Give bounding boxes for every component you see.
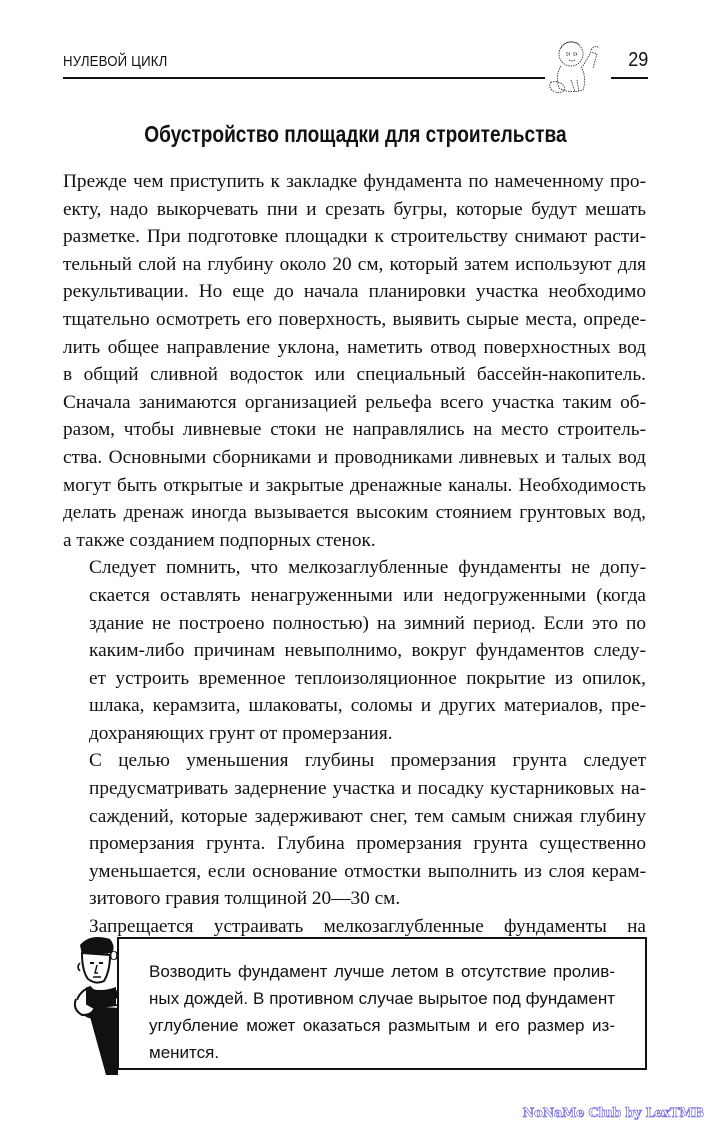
text-line: ства. Основными сборниками и проводниками ливневых и талых вод bbox=[63, 446, 646, 468]
tip-box bbox=[117, 937, 647, 1070]
tip-line: углубление может оказаться размытым и его размер из- bbox=[149, 1016, 615, 1035]
text-line: могут быть открытые и закрытые дренажные каналы. Необходимость bbox=[63, 474, 646, 496]
text-line: дохраняющих грунт от промерзания. bbox=[89, 722, 393, 744]
tip-line: ных дождей. В противном случае вырытое под фундамент bbox=[149, 989, 615, 1008]
text-line: разом, чтобы ливневые стоки не направлялись на место строитель- bbox=[63, 419, 646, 441]
watermark: NoNaMe Club by LexTMB bbox=[522, 1106, 704, 1121]
tip-line: менится. bbox=[149, 1043, 220, 1062]
text-line: екту, надо выкорчевать пни и срезать бугры, которые будут мешать bbox=[63, 198, 646, 220]
text-line: тельный слой на глубину около 20 см, который затем используют для bbox=[63, 253, 646, 275]
text-line: рекультивации. Но еще до начала планировки участка необходимо bbox=[63, 281, 646, 303]
paragraph bbox=[63, 747, 646, 913]
text-line: предусматривать задернение участка и посадку кустарниковых на- bbox=[89, 778, 646, 800]
tip-text bbox=[149, 958, 615, 1066]
page-number: 29 bbox=[627, 49, 648, 71]
paragraph bbox=[63, 168, 646, 554]
text-line: делать дренаж иногда вызывается высоким стоянием грунтовых вод, bbox=[63, 502, 646, 524]
text-line: лить общее направление уклона, наметить отвод поверхностных вод bbox=[63, 336, 646, 358]
text-line: а также созданием подпорных стенок. bbox=[63, 529, 376, 551]
text-line: промерзания грунта. Глубина промерзания грунта существенно bbox=[89, 833, 646, 855]
page-header bbox=[63, 40, 648, 100]
running-head: НУЛЕВОЙ ЦИКЛ bbox=[63, 53, 168, 70]
text-line: Прежде чем приступить к закладке фундамента по намеченному про- bbox=[63, 171, 646, 192]
text-line: каким-либо причинам невыполнимо, вокруг фундаментов следу- bbox=[89, 640, 646, 662]
text-line: в общий сливной водосток или специальный бассейн-накопитель. bbox=[63, 364, 646, 386]
text-line: Сначала занимаются организацией рельефа всего участка таким об- bbox=[63, 391, 646, 413]
text-line: уменьшается, если основание отмостки выполнить из слоя керам- bbox=[89, 860, 646, 882]
paragraph bbox=[63, 554, 646, 747]
text-line: скается оставлять ненагруженными или недогруженными (когда bbox=[89, 584, 646, 606]
text-line: здание не построено полностью) на зимний период. Если это по bbox=[89, 612, 646, 634]
text-line: зитового гравия толщиной 20—30 см. bbox=[89, 888, 401, 910]
text-line: Следует помнить, что мелкозаглубленные фундаменты не допу- bbox=[89, 557, 646, 579]
body-text bbox=[63, 168, 646, 968]
text-line: С целью уменьшения глубины промерзания грунта следует bbox=[89, 750, 646, 772]
text-line: Запрещается устраивать мелкозаглубленные фундаменты на bbox=[89, 916, 646, 938]
text-line: тщательно осмотреть его поверхность, выявить сырые места, опреде- bbox=[63, 308, 646, 330]
header-rule-left bbox=[63, 77, 545, 79]
text-line: шлака, керамзита, шлаковаты, соломы и других материалов, пре- bbox=[89, 695, 646, 717]
section-title bbox=[0, 121, 710, 148]
text-line: ет устроить временное теплоизоляционное покрытие из опилок, bbox=[89, 667, 646, 689]
tip-line: Возводить фундамент лучше летом в отсутствие пролив- bbox=[149, 962, 615, 981]
cherub-mascot-icon bbox=[541, 36, 611, 98]
text-line: саждений, которые задерживают снег, тем самым снижая глубину bbox=[89, 805, 646, 827]
text-line: разметке. При подготовке площадки к строительству снимают расти- bbox=[63, 226, 646, 248]
header-rule-right bbox=[611, 77, 648, 79]
section-title-text: Обустройство площадки для строительства bbox=[143, 121, 567, 147]
